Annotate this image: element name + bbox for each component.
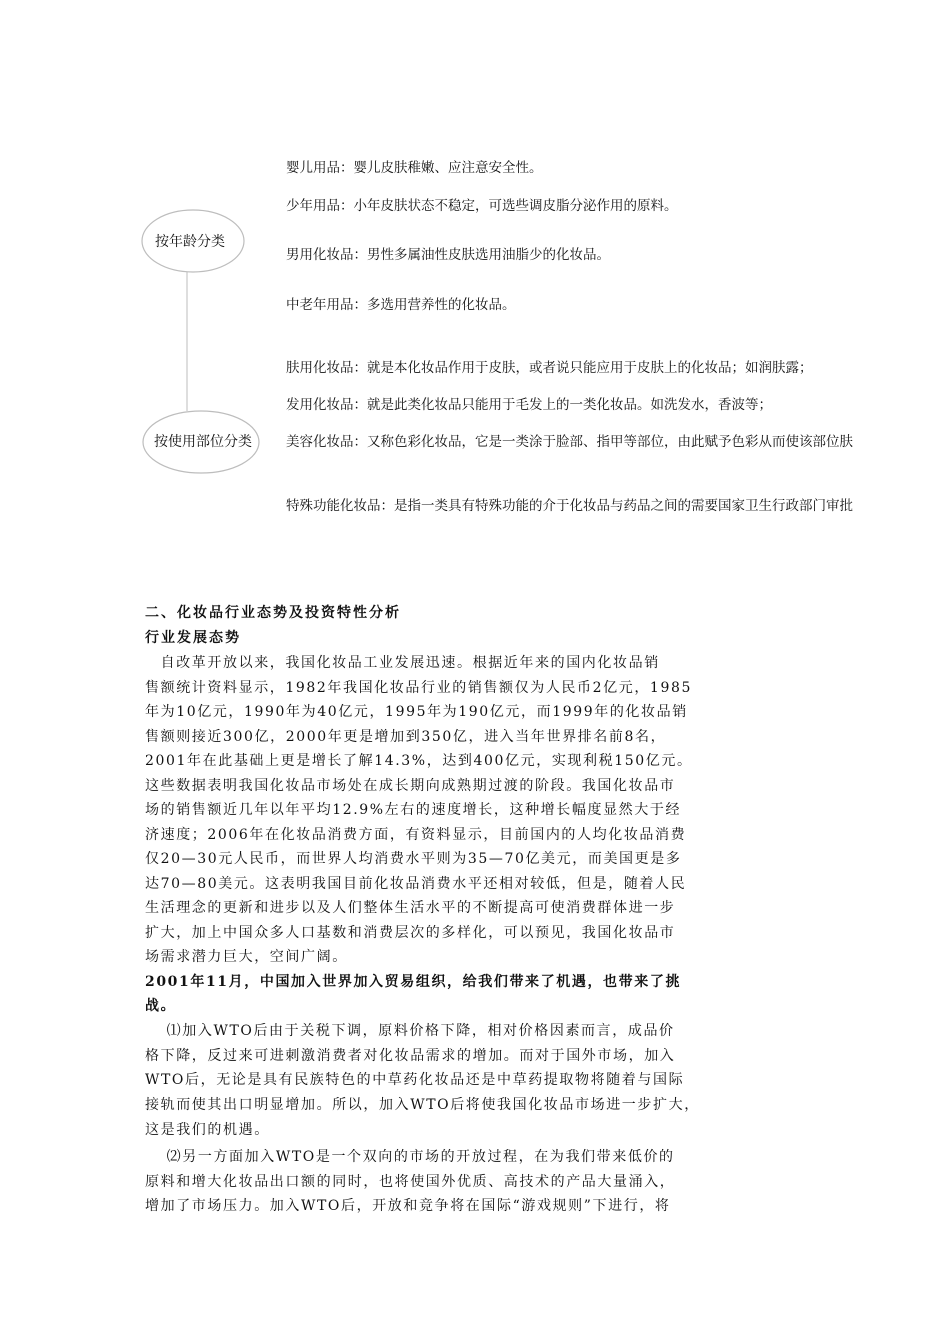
paragraph-line: 扩大，加上中国众多人口基数和消费层次的多样化，可以预见，我国化妆品市 xyxy=(145,925,676,941)
wto-heading-line: 2001年11月，中国加入世界加入贸易组织，给我们带来了机遇，也带来了挑 xyxy=(145,974,682,990)
paragraph-line: 这是我们的机遇。 xyxy=(145,1122,270,1138)
age-item-teen: 少年用品：小年皮肤状态不稳定，可选些调皮脂分泌作用的原料。 xyxy=(286,198,678,214)
paragraph-line: 场的销售额近几年以年平均12.9%左右的速度增长，这种增长幅度显然大于经 xyxy=(145,802,682,818)
paragraph-line: 这些数据表明我国化妆品市场处在成长期向成熟期过渡的阶段。我国化妆品市 xyxy=(145,778,676,794)
paragraph-line: 济速度；2006年在化妆品消费方面，有资料显示，目前国内的人均化妆品消费 xyxy=(145,827,687,843)
part-group-label: 按使用部位分类 xyxy=(154,434,252,450)
paragraph-line: ⑴加入WTO后由于关税下调，原料价格下降，相对价格因素而言，成品价 xyxy=(145,1023,675,1039)
age-item-senior: 中老年用品：多选用营养性的化妆品。 xyxy=(286,297,516,313)
subsection-title: 行业发展态势 xyxy=(145,630,241,646)
paragraph-line: 售额则接近300亿，2000年更是增加到350亿，进入当年世界排名前8名， xyxy=(145,729,667,745)
paragraph-line: 2001年在此基础上更是增长了解14.3%，达到400亿元，实现利税150亿元。 xyxy=(145,753,693,769)
paragraph-line: 接轨而使其出口明显增加。所以，加入WTO后将使我国化妆品市场进一步扩大， xyxy=(145,1097,700,1113)
paragraph-line: 仅20—30元人民币，而世界人均消费水平则为35—70亿美元，而美国更是多 xyxy=(145,851,682,867)
age-item-men: 男用化妆品：男性多属油性皮肤选用油脂少的化妆品。 xyxy=(286,247,610,263)
paragraph-line: 增加了市场压力。加入WTO后，开放和竞争将在国际“游戏规则”下进行，将 xyxy=(145,1198,671,1214)
paragraph-line: 生活理念的更新和进步以及人们整体生活水平的不断提高可使消费群体进一步 xyxy=(145,900,676,916)
paragraph-line: ⑵另一方面加入WTO是一个双向的市场的开放过程，在为我们带来低价的 xyxy=(145,1149,675,1165)
part-item-special: 特殊功能化妆品：是指一类具有特殊功能的介于化妆品与药品之间的需要国家卫生行政部门审批 xyxy=(286,498,853,514)
section-title: 二、化妆品行业态势及投资特性分析 xyxy=(145,605,401,621)
part-item-makeup: 美容化妆品：又称色彩化妆品，它是一类涂于脸部、指甲等部位，由此赋予色彩从而使该部位肤 xyxy=(286,434,853,450)
wto-heading-line: 战。 xyxy=(145,998,177,1014)
part-item-skin: 肤用化妆品：就是本化妆品作用于皮肤，或者说只能应用于皮肤上的化妆品；如润肤露； xyxy=(286,360,813,376)
part-item-hair: 发用化妆品：就是此类化妆品只能用于毛发上的一类化妆品。如洗发水，香波等； xyxy=(286,397,772,413)
paragraph-line: 达70—80美元。这表明我国目前化妆品消费水平还相对较低，但是，随着人民 xyxy=(145,876,687,892)
age-group-label: 按年龄分类 xyxy=(155,234,225,250)
paragraph-line: 自改革开放以来，我国化妆品工业发展迅速。根据近年来的国内化妆品销 xyxy=(145,655,660,671)
paragraph-line: WTO后，无论是具有民族特色的中草药化妆品还是中草药提取物将随着与国际 xyxy=(145,1072,685,1088)
age-item-infant: 婴儿用品：婴儿皮肤稚嫩、应注意安全性。 xyxy=(286,160,543,176)
paragraph-line: 年为10亿元，1990年为40亿元，1995年为190亿元，而1999年的化妆品销 xyxy=(145,704,688,720)
paragraph-line: 格下降，反过来可进刺激消费者对化妆品需求的增加。而对于国外市场，加入 xyxy=(145,1048,676,1064)
paragraph-line: 场需求潜力巨大，空间广阔。 xyxy=(145,949,348,965)
paragraph-line: 原料和增大化妆品出口额的同时，也将使国外优质、高技术的产品大量涌入， xyxy=(145,1174,676,1190)
paragraph-line: 售额统计资料显示，1982年我国化妆品行业的销售额仅为人民币2亿元，1985 xyxy=(145,680,692,696)
